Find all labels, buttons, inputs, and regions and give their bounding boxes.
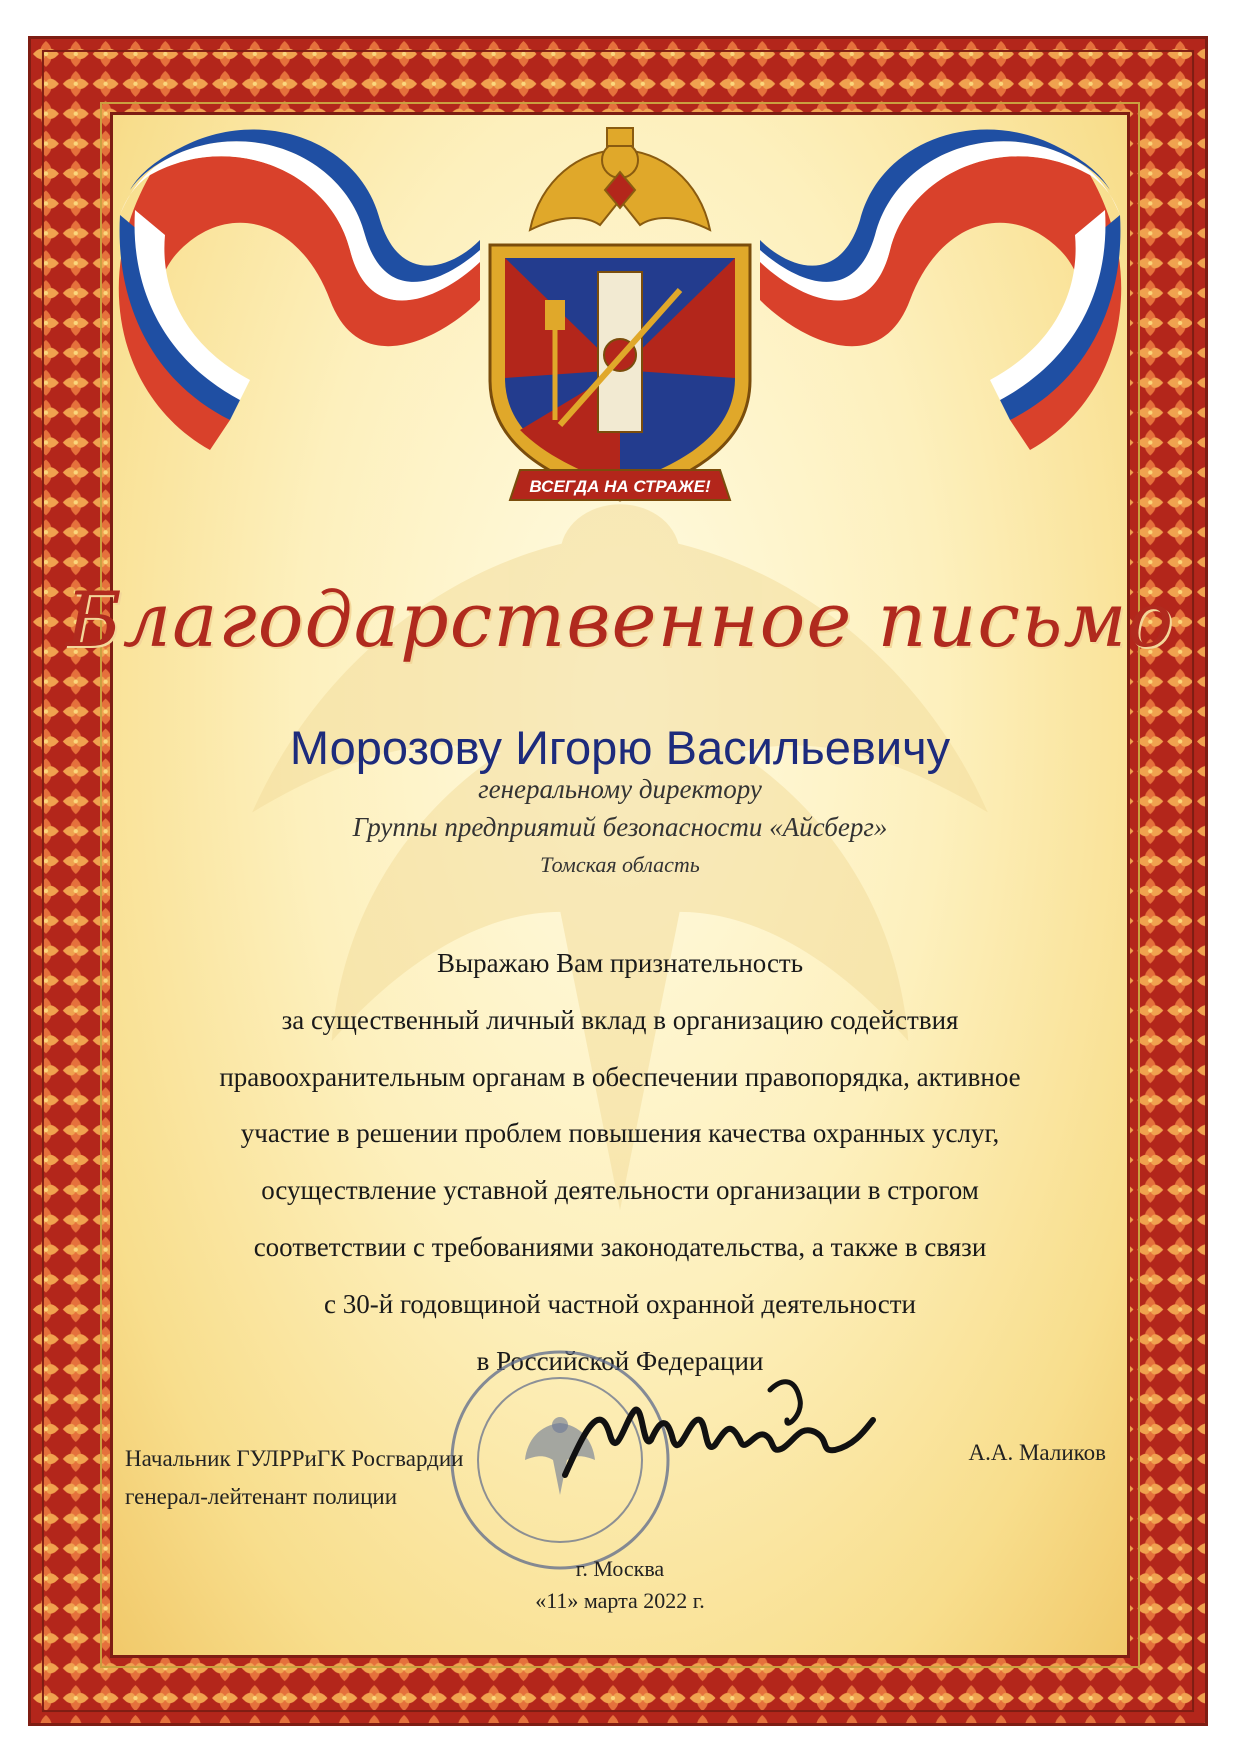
tricolor-ribbon-right bbox=[760, 129, 1121, 450]
emblem-motto: ВСЕГДА НА СТРАЖЕ! bbox=[529, 477, 711, 496]
body-line: осуществление уставной деятельности организации в строгом bbox=[261, 1175, 979, 1206]
recipient-name: Морозову Игорю Васильевичу bbox=[289, 721, 951, 774]
signatory-title-line1: Начальник ГУЛРРиГК Росгвардии bbox=[125, 1446, 464, 1471]
body-line: Выражаю Вам признательность bbox=[436, 948, 804, 978]
body-line: за существенный личный вклад в организацию содействия bbox=[281, 1004, 959, 1035]
rosgvardia-emblem bbox=[0, 0, 1240, 560]
certificate-body bbox=[0, 935, 1240, 1389]
body-line: с 30-й годовщиной частной охранной деятельности bbox=[324, 1288, 916, 1319]
recipient-position: генеральному директору bbox=[478, 774, 762, 804]
signatory-title-line2: генерал-лейтенант полиции bbox=[125, 1484, 398, 1509]
body-line: соответствии с требованиями законодательства, а также в связи bbox=[253, 1231, 987, 1262]
body-line: участие в решении проблем повышения качества охранных услуг, bbox=[240, 1118, 1000, 1149]
body-line: правоохранительным органам в обеспечении правопорядка, активное bbox=[219, 1061, 1021, 1092]
issue-city: г. Москва bbox=[575, 1556, 665, 1581]
recipient-company: Группы предприятий безопасности «Айсберг» bbox=[352, 812, 888, 842]
signatory-title bbox=[125, 1440, 463, 1516]
certificate-title: Благодарственное письмо bbox=[65, 575, 1175, 664]
issue-date: «11» марта 2022 г. bbox=[535, 1588, 705, 1613]
tricolor-ribbon-left bbox=[119, 129, 480, 450]
signatory-name: А.А. Маликов bbox=[968, 1440, 1106, 1465]
recipient-region: Томская область bbox=[540, 852, 700, 877]
body-line: в Российской Федерации bbox=[476, 1345, 764, 1376]
golden-eagle bbox=[530, 128, 710, 230]
motto-ribbon bbox=[510, 470, 730, 500]
emblem-shield bbox=[490, 245, 750, 500]
signature bbox=[555, 1360, 895, 1500]
